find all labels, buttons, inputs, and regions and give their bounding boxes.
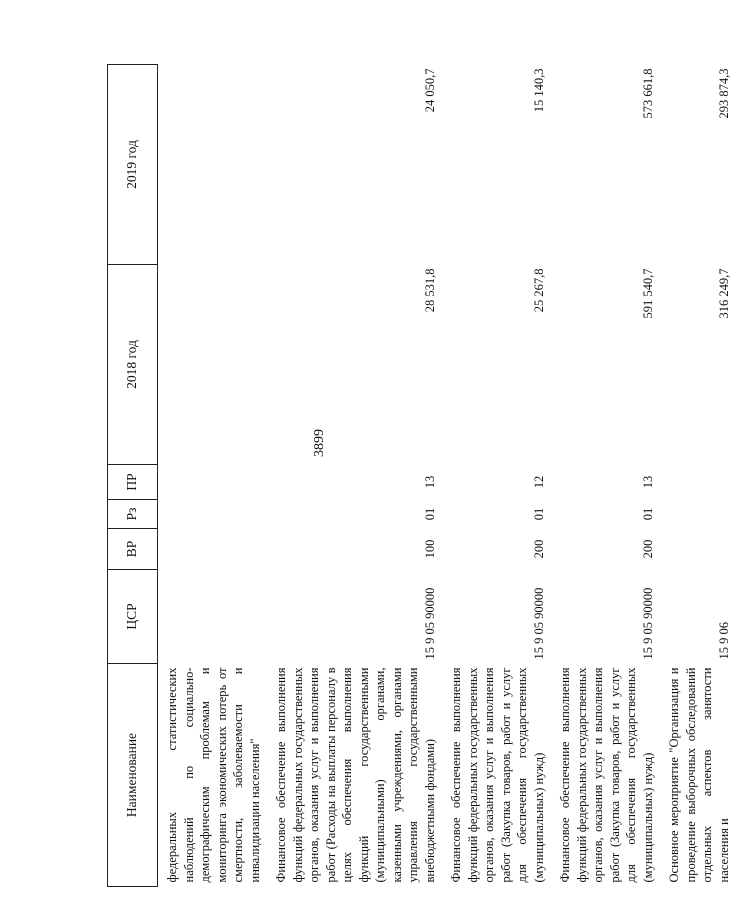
header-name: Наименование	[108, 664, 158, 887]
header-pr: ПР	[108, 465, 158, 500]
table-row	[551, 65, 660, 887]
row-rz: 01	[531, 507, 546, 521]
row-vr	[158, 529, 268, 570]
row-csr: 15 9 05 90000	[531, 587, 546, 660]
table-row	[267, 65, 442, 887]
table-row	[442, 65, 551, 887]
row-csr	[158, 570, 268, 664]
row-pr: 12	[531, 475, 546, 489]
rotated-page-content	[107, 65, 731, 887]
row-amount-2019: 24 050,7	[422, 68, 437, 113]
row-amount-2018: 591 540,7	[640, 268, 655, 319]
header-2018: 2018 год	[108, 265, 158, 465]
header-2019: 2019 год	[108, 65, 158, 265]
row-name: Финансовое обеспечение выполнения функций федеральных государственных органов, оказания услуг и выполнения работ (Закупка товаров, работ и услуг для обеспечения государственных (муниципальных) нужд)	[558, 667, 655, 883]
row-name: Основное мероприятие "Организация и проведение выборочных обследований отдельных аспектов занятости населения и	[667, 667, 731, 883]
page-number: 3899	[312, 429, 327, 457]
row-csr: 15 9 06	[716, 622, 731, 660]
row-vr: 100	[422, 539, 437, 559]
row-amount-2018: 316 249,7	[716, 268, 731, 319]
row-amount-2019: 573 661,8	[640, 68, 655, 119]
row-name: федеральных статистических наблюдений по социально-демографическим проблемам и мониторинга экономических потерь от смертности, заболеваемости и инвалидизации населения"	[165, 667, 262, 883]
header-csr: ЦСР	[108, 570, 158, 664]
row-amount-2018: 28 531,8	[422, 268, 437, 313]
row-pr: 13	[422, 475, 437, 489]
row-amount-2019: 15 140,3	[531, 68, 546, 113]
row-rz	[660, 500, 736, 529]
row-pr	[660, 465, 736, 500]
row-amount-2019	[158, 65, 268, 265]
row-amount-2019: 293 874,3	[716, 68, 731, 119]
row-rz: 01	[640, 507, 655, 521]
row-pr	[158, 465, 268, 500]
row-csr: 15 9 05 90000	[422, 587, 437, 660]
row-name: Финансовое обеспечение выполнения функций федеральных государственных органов, оказания услуг и выполнения работ (Расходы на выплаты персоналу в целях обеспечения выполнения функций государственными (муниципальными) органами, казенными учреждениями, органами управления государственными внебюджетными фондами)	[274, 667, 437, 883]
row-amount-2018	[158, 265, 268, 465]
row-vr: 200	[640, 539, 655, 559]
row-pr: 13	[640, 475, 655, 489]
table-row	[158, 65, 268, 887]
row-vr	[660, 529, 736, 570]
budget-allocation-table	[107, 64, 736, 887]
row-csr: 15 9 05 90000	[640, 587, 655, 660]
table-row	[660, 65, 736, 887]
row-vr: 200	[531, 539, 546, 559]
row-amount-2018: 25 267,8	[531, 268, 546, 313]
header-rz: Рз	[108, 500, 158, 529]
row-rz	[158, 500, 268, 529]
header-vr: ВР	[108, 529, 158, 570]
table-header-row	[108, 65, 158, 887]
row-rz: 01	[422, 507, 437, 521]
row-name: Финансовое обеспечение выполнения функций федеральных государственных органов, оказания услуг и выполнения работ (Закупка товаров, работ и услуг для обеспечения государственных (муниципальных) нужд)	[449, 667, 546, 883]
